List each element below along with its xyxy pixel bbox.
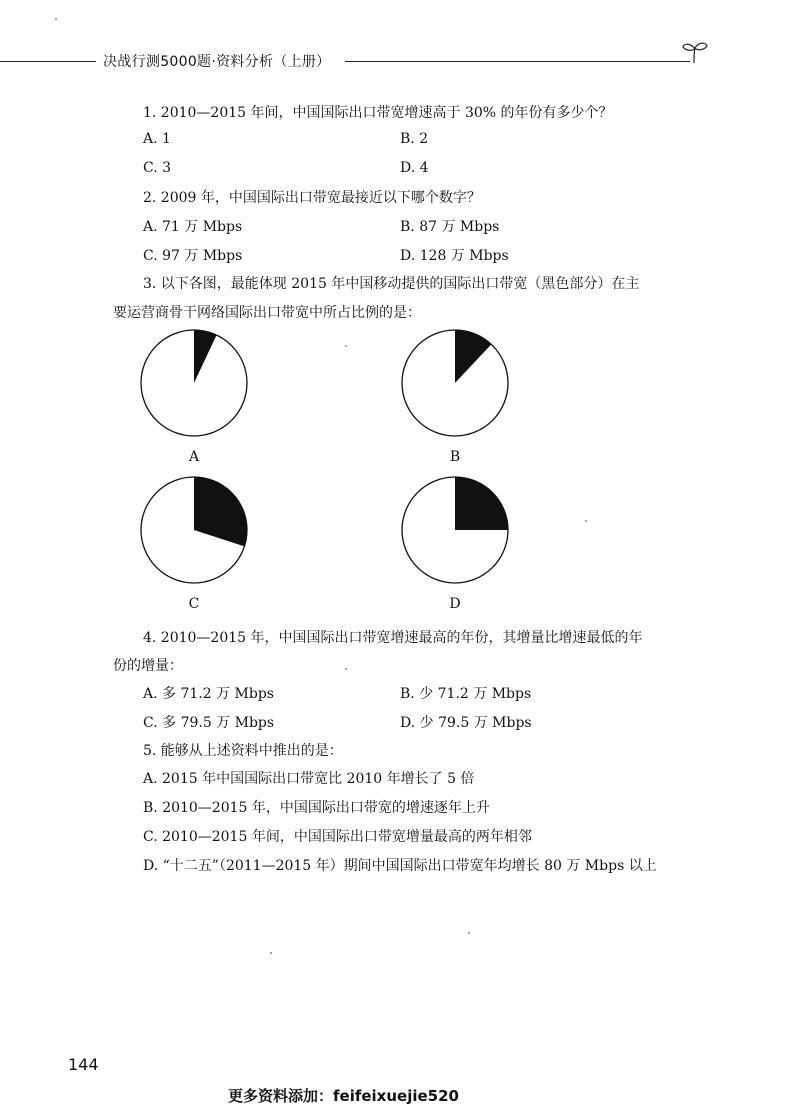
q4-option-a: A. 多 71.2 万 Mbps (143, 686, 274, 702)
pie-d-black-slice (455, 477, 508, 530)
q5-option-a: A. 2015 年中国国际出口带宽比 2010 年增长了 5 倍 (143, 771, 475, 787)
pie-label-d: D (449, 596, 461, 612)
pie-chart-b (400, 328, 510, 438)
page-number: 144 (68, 1055, 99, 1074)
scan-speck (270, 952, 272, 954)
pie-chart-a (139, 328, 249, 438)
pie-label-a: A (188, 449, 200, 465)
q5-option-c: C. 2010—2015 年间，中国国际出口带宽增量最高的两年相邻 (143, 829, 532, 845)
q1-option-c: C. 3 (143, 160, 172, 176)
question-3-stem-line1: 3. 以下各图，最能体现 2015 年中国移动提供的国际出口带宽（黑色部分）在主 (143, 276, 640, 292)
header-rule-left (0, 61, 96, 62)
question-4-stem-line1: 4. 2010—2015 年，中国国际出口带宽增速最高的年份，其增量比增速最低的年 (143, 630, 643, 646)
q1-option-a: A. 1 (143, 131, 171, 147)
q4-option-b: B. 少 71.2 万 Mbps (400, 686, 532, 702)
scan-speck (345, 668, 347, 670)
q2-option-b: B. 87 万 Mbps (400, 219, 500, 235)
question-5-stem: 5. 能够从上述资料中推出的是： (143, 743, 343, 759)
book-title: 决战行测5000题·资料分析（上册） (103, 54, 331, 70)
q2-option-a: A. 71 万 Mbps (143, 219, 243, 235)
q5-option-d: D. “十二五”（2011—2015 年）期间中国国际出口带宽年均增长 80 万 Mbps 以上 (143, 858, 657, 874)
question-2-stem: 2. 2009 年，中国国际出口带宽最接近以下哪个数字？ (143, 190, 481, 206)
q1-option-b: B. 2 (400, 131, 429, 147)
question-1-stem: 1. 2010—2015 年间，中国国际出口带宽增速高于 30% 的年份有多少个？ (143, 105, 613, 121)
sprout-icon (680, 40, 710, 64)
q5-option-b: B. 2010—2015 年，中国国际出口带宽的增速逐年上升 (143, 800, 490, 816)
scan-speck (55, 18, 57, 20)
scan-speck (585, 520, 587, 522)
pie-chart-c (139, 475, 249, 585)
q2-option-d: D. 128 万 Mbps (400, 248, 509, 264)
question-3-stem-line2: 要运营商骨干网络国际出口带宽中所占比例的是： (113, 305, 421, 321)
question-4-stem-line2: 份的增量： (113, 658, 183, 674)
scan-speck (345, 345, 347, 347)
q1-option-d: D. 4 (400, 160, 429, 176)
footer-contact: 更多资料添加：feifeixuejie520 (228, 1087, 459, 1105)
pie-label-b: B (449, 449, 461, 465)
header-rule-right (345, 61, 690, 62)
q4-option-d: D. 少 79.5 万 Mbps (400, 715, 532, 731)
scan-speck (468, 932, 470, 934)
running-header (0, 50, 800, 74)
pie-label-c: C (188, 596, 200, 612)
q4-option-c: C. 多 79.5 万 Mbps (143, 715, 275, 731)
q2-option-c: C. 97 万 Mbps (143, 248, 243, 264)
pie-chart-d (400, 475, 510, 585)
